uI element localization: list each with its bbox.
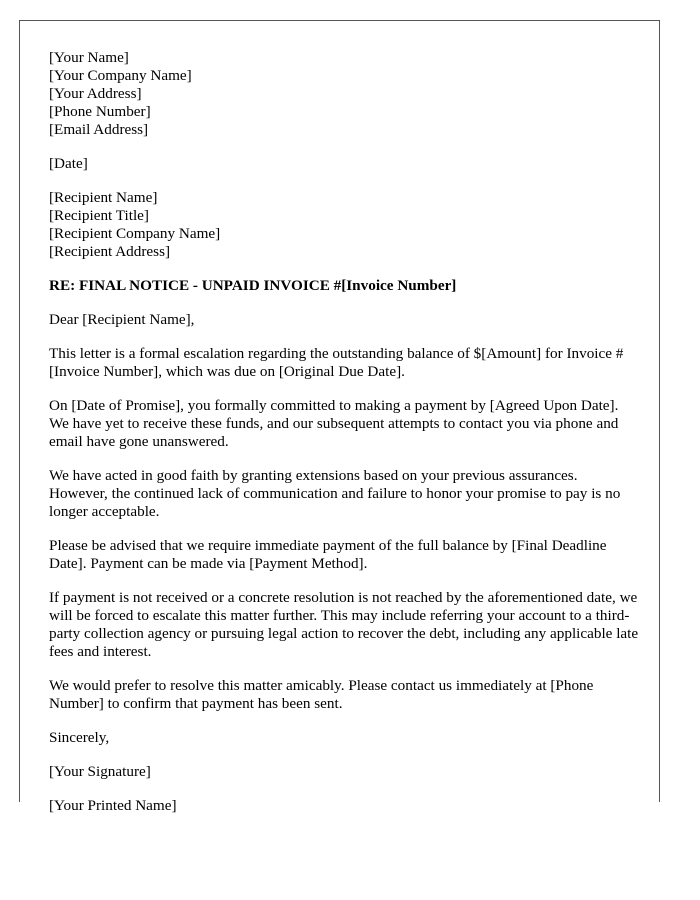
signature-block — [49, 763, 639, 781]
recipient-address: [Recipient Address] — [49, 243, 171, 260]
body-paragraph: If payment is not received or a concrete resolution is not reached by the aforementioned date, we will be forced to escalate this matter further. This may include referring your account to a third-party collection agency or pursuing legal action to recover the debt, including any applicable late fees and interest. — [49, 589, 639, 660]
date-block — [49, 155, 639, 173]
printed-name: [Your Printed Name] — [49, 797, 177, 814]
sender-name: [Your Name] — [49, 49, 129, 66]
signature: [Your Signature] — [49, 763, 151, 780]
recipient-title: [Recipient Title] — [49, 207, 149, 224]
salutation-block — [49, 311, 639, 329]
sender-company: [Your Company Name] — [49, 67, 192, 84]
closing-block — [49, 729, 639, 747]
body-paragraph: This letter is a formal escalation regarding the outstanding balance of $[Amount] for Invoice #[Invoice Number], which was due on [Original Due Date]. — [49, 345, 624, 380]
sender-block — [49, 49, 639, 139]
sender-phone: [Phone Number] — [49, 103, 151, 120]
body-paragraph: We would prefer to resolve this matter amicably. Please contact us immediately at [Phone Number] to confirm that payment has been sent. — [49, 677, 594, 712]
letter-page — [19, 20, 660, 814]
recipient-name: [Recipient Name] — [49, 189, 158, 206]
body-paragraph: On [Date of Promise], you formally committed to making a payment by [Agreed Upon Date]. We have yet to receive these funds, and our subsequent attempts to contact you via phone and email have gone unanswered. — [49, 397, 619, 450]
closing: Sincerely, — [49, 729, 110, 746]
letter-content — [49, 49, 639, 831]
sender-address: [Your Address] — [49, 85, 142, 102]
sender-email: [Email Address] — [49, 121, 149, 138]
subject-line: RE: FINAL NOTICE - UNPAID INVOICE #[Invoice Number] — [49, 277, 457, 294]
letter-date: [Date] — [49, 155, 88, 172]
subject-block — [49, 277, 639, 295]
body-paragraph: Please be advised that we require immediate payment of the full balance by [Final Deadline Date]. Payment can be made via [Payment Method]. — [49, 537, 607, 572]
printed-name-block — [49, 797, 639, 815]
recipient-block — [49, 189, 639, 261]
recipient-company: [Recipient Company Name] — [49, 225, 221, 242]
salutation: Dear [Recipient Name], — [49, 311, 195, 328]
body-paragraph: We have acted in good faith by granting extensions based on your previous assurances. However, the continued lack of communication and failure to honor your promise to pay is no longer acceptable. — [49, 467, 621, 520]
